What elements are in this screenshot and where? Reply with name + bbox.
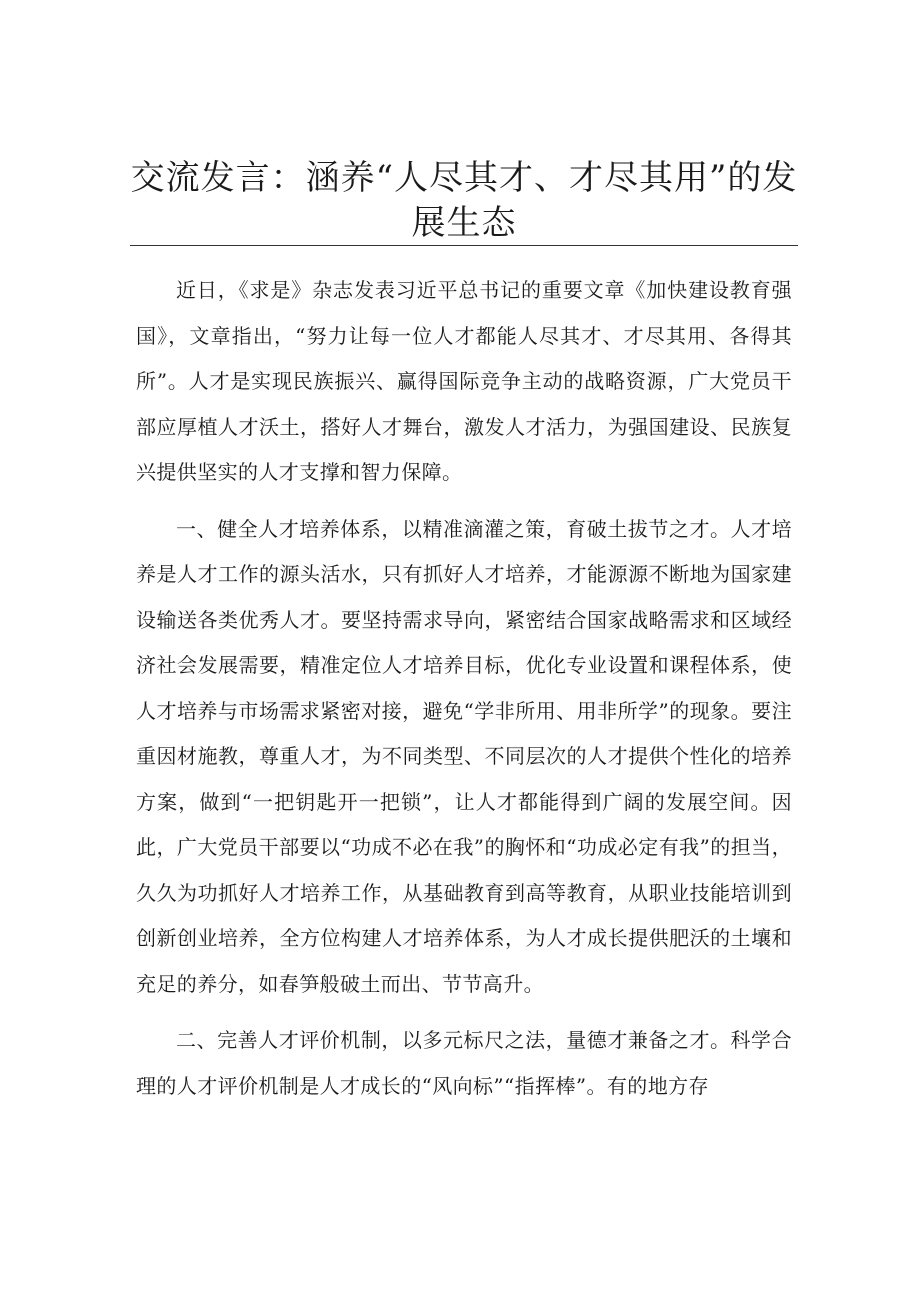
paragraph-section-one: 一、健全人才培养体系，以精准滴灌之策，育破土拔节之才。人才培养是人才工作的源头活水，只有抓好人才培养，才能源源不断地为国家建设输送各类优秀人才。要坚持需求导向，紧密结合国家战略需求和区域经济社会发展需要，精准定位人才培养目标，优化专业设置和课程体系，使人才培养与市场需求紧密对接，避免“学非所用、用非所学”的现象。要注重因材施教，尊重人才，为不同类型、不同层次的人才提供个性化的培养方案，做到“一把钥匙开一把锁”，让人才都能得到广阔的发展空间。因此，广大党员干部要以“功成不必在我”的胸怀和“功成必定有我”的担当，久久为功抓好人才培养工作，从基础教育到高等教育，从职业技能培训到创新创业培养，全方位构建人才培养体系，为人才成长提供肥沃的土壤和充足的养分，如春笋般破土而出、节节高升。 — [136, 516, 792, 996]
document-title: 交流发言：涵养“人尽其才、才尽其用”的发展生态 — [130, 158, 798, 243]
paragraph-intro: 近日，《求是》杂志发表习近平总书记的重要文章《加快建设教育强国》，文章指出，“努力让每一位人才都能人尽其才、才尽其用、各得其所”。人才是实现民族振兴、赢得国际竞争主动的战略资源，广大党员干部应厚植人才沃土，搭好人才舞台，激发人才活力，为强国建设、民族复兴提供坚实的人才支撑和智力保障。 — [136, 278, 792, 484]
paragraph-section-two: 二、完善人才评价机制，以多元标尺之法，量德才兼备之才。科学合理的人才评价机制是人才成长的“风向标”“指挥棒”。有的地方存 — [136, 1028, 792, 1098]
title-divider — [130, 245, 798, 246]
document-body — [136, 268, 792, 1109]
